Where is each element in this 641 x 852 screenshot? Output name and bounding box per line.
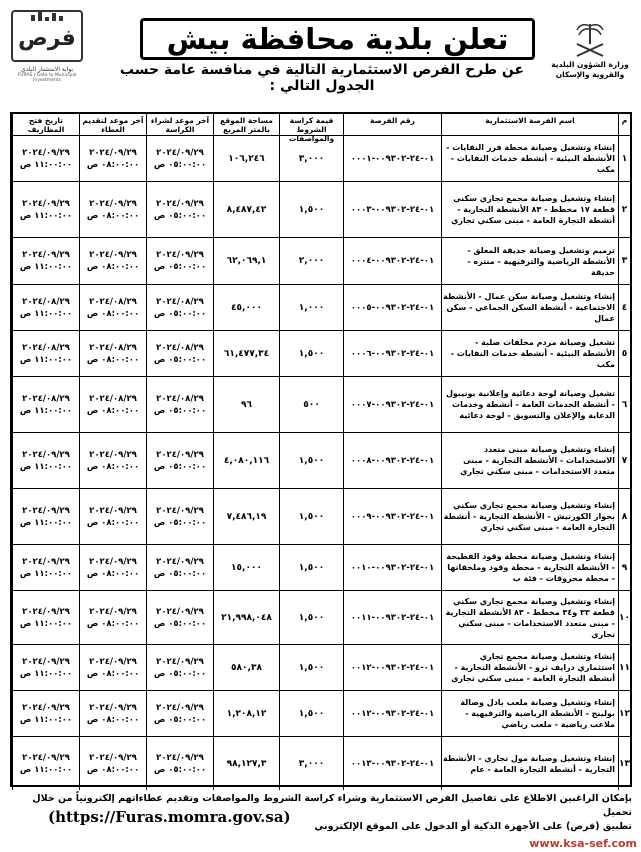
cell-open-time: ١١:٠٠:٠٠ ص [19,262,73,272]
cell-buy-datetime [146,737,213,790]
cell-sub-datetime [79,691,146,736]
cell-sub-date: ٢٠٢٤/٠٩/٢٩ [89,656,137,667]
page-title: تعلن بلدية محافظة بيش [166,22,509,56]
cell-open-date: ٢٠٢٤/٠٩/٢٩ [22,449,70,460]
cell-buy-time: ٠٥:٠٠:٠٠ ص [153,618,207,629]
header-submit-deadline: آخر موعد لتقديم العطاء [79,114,146,135]
table-row [12,377,630,433]
cell-sub-date: ٢٠٢٤/٠٩/٢٩ [89,505,137,516]
furas-logo-caption: بوابة الاستثمار البلدي [20,66,74,73]
cell-num: ٨ [618,489,630,544]
cell-ref: ٠١-٢٤-٠٠٩٣٠٢-٠٠٠٥ [343,285,441,330]
cell-name: إنشاء وتشغيل وصيانة محطة وقود الفطيحة - الأنشطة التجارية - محطة وقود وملحقاتها - محطة محروقات - فئة ب [441,545,618,590]
table-row [12,136,630,182]
cell-ref: ٠١-٢٤-٠٠٩٣٠٢-٠٠١٣ [343,737,441,790]
cell-name: إنشاء وتشغيل وصيانة مجمع تجاري سكني قطعة ١٧ مخطط - ٨٣ الأنشطة التجارية - أنشطة التجارة العامة - مبنى سكني تجاري [441,182,618,237]
cell-num: ١٢ [618,691,630,736]
cell-price: ٥٠٠ [279,377,343,432]
cell-open-time: ١١:٠٠:٠٠ ص [19,461,73,472]
title-box [140,18,535,60]
cell-open-date: ٢٠٢٤/٠٩/٢٩ [22,250,70,260]
cell-buy-datetime [146,691,213,736]
cell-num: ٩ [618,545,630,590]
cell-buy-time: ٠٥:٠٠:٠٠ ص [153,517,207,528]
cell-open-date: ٢٠٢٤/٠٨/٢٩ [22,342,70,353]
cell-buy-time: ٠٥:٠٠:٠٠ ص [153,262,207,272]
cell-buy-date: ٢٠٢٤/٠٨/٢٩ [156,393,204,404]
cell-buy-time: ٠٥:٠٠:٠٠ ص [153,668,207,679]
cell-price: ١,٥٠٠ [279,645,343,690]
cell-sub-time: ٠٨:٠٠:٠٠ ص [86,618,140,629]
header-ref: رقم الفرصة [343,114,441,135]
cell-ref: ٠١-٢٤-٠٠٩٣٠٢-٠٠١٠ [343,545,441,590]
cell-open-time: ١١:٠٠:٠٠ ص [19,714,73,725]
cell-buy-time: ٠٥:٠٠:٠٠ ص [153,568,207,579]
cell-area: ١,٢٠٨,١٢ [213,691,279,736]
cell-num: ٥ [618,331,630,376]
cell-num: ١ [618,136,630,181]
cell-sub-datetime [79,136,146,181]
cell-ref: ٠١-٢٤-٠٠٩٣٠٢-٠٠١١ [343,591,441,644]
cell-price: ١,٥٠٠ [279,691,343,736]
cell-buy-date: ٢٠٢٤/٠٩/٢٩ [156,147,204,158]
cell-buy-datetime [146,285,213,330]
cell-open-date: ٢٠٢٤/٠٩/٢٩ [22,656,70,667]
cell-name: إنشاء وتشغيل وصيانة مجمع تجاري سكني قطعة ٣٣ و٣٤ مخطط - ٨٣ الأنشطة التجارية - مبنى متعدد الاستخدامات - مبنى سكني تجاري [441,591,618,644]
cell-name: تشغيل وصيانة مردم مخلفات صلبة - الأنشطة البيئية - أنشطة خدمات النفايات - مكب [441,331,618,376]
cell-price: ١,٥٠٠ [279,182,343,237]
opportunities-table [10,112,632,787]
cell-buy-date: ٢٠٢٤/٠٩/٢٩ [156,198,204,209]
cell-sub-datetime [79,645,146,690]
table-row [12,285,630,331]
cell-name: تشغيل وصيانة لوحة دعائية وإعلانية يونيبول - أنشطة الخدمات العامة - أنشطة وخدمات الدعاية والإعلان والتسويق - لوحة دعائية [441,377,618,432]
cell-buy-date: ٢٠٢٤/٠٩/٢٩ [156,250,204,260]
table-row [12,545,630,591]
cell-buy-date: ٢٠٢٤/٠٩/٢٩ [156,752,204,763]
cell-area: ٩٦ [213,377,279,432]
cell-buy-time: ٠٥:٠٠:٠٠ ص [153,461,207,472]
cell-buy-date: ٢٠٢٤/٠٩/٢٩ [156,556,204,567]
cell-area: ٥٨٠,٣٨ [213,645,279,690]
cell-open-date: ٢٠٢٤/٠٩/٢٩ [22,702,70,713]
cell-open-date: ٢٠٢٤/٠٩/٢٩ [22,198,70,209]
cell-num: ١٣ [618,737,630,790]
cell-ref: ٠١-٢٤-٠٠٩٣٠٢-٠٠١٢ [343,691,441,736]
cell-sub-time: ٠٨:٠٠:٠٠ ص [86,668,140,679]
cell-name: إنشاء وتشغيل وصيانة مجمع تجاري استثماري درايف ثرو - الأنشطة التجارية - أنشطة التجارة العامة - مبنى سكني تجاري [441,645,618,690]
cell-buy-time: ٠٥:٠٠:٠٠ ص [153,405,207,416]
cell-open-datetime [12,377,79,432]
header-buy-deadline: آخر موعد لشراء الكراسة [146,114,213,135]
cell-buy-date: ٢٠٢٤/٠٨/٢٩ [156,296,204,307]
cell-buy-datetime [146,591,213,644]
cell-open-time: ١١:٠٠:٠٠ ص [19,159,73,170]
cell-sub-date: ٢٠٢٤/٠٨/٢٩ [89,296,137,307]
cell-num: ٢ [618,182,630,237]
cell-buy-date: ٢٠٢٤/٠٩/٢٩ [156,606,204,617]
cell-ref: ٠١-٢٤-٠٠٩٣٠٢-٠٠١٢ [343,645,441,690]
cell-open-datetime [12,238,79,284]
cell-num: ١١ [618,645,630,690]
cell-buy-datetime [146,238,213,284]
cell-sub-datetime [79,377,146,432]
cell-sub-datetime [79,433,146,488]
cell-open-datetime [12,691,79,736]
cell-buy-time: ٠٥:٠٠:٠٠ ص [153,764,207,775]
cell-area: ٩٨,١٢٧,٣ [213,737,279,790]
cell-open-datetime [12,182,79,237]
cell-price: ١,٥٠٠ [279,545,343,590]
cell-price: ١,٥٠٠ [279,591,343,644]
cell-buy-datetime [146,136,213,181]
cell-open-time: ١١:٠٠:٠٠ ص [19,308,73,319]
cell-sub-time: ٠٨:٠٠:٠٠ ص [86,354,140,365]
cell-area: ٧,٤٨٦,١٩ [213,489,279,544]
cell-open-time: ١١:٠٠:٠٠ ص [19,354,73,365]
cell-open-datetime [12,331,79,376]
ad-header [0,0,641,100]
cell-name: إنشاء وتشغيل وصيانة ملعب بادل وصالة بولينج - الأنشطة الرياضية والترفيهية - ملاعب رياضية - ملعب رياضي [441,691,618,736]
cell-sub-date: ٢٠٢٤/٠٩/٢٩ [89,752,137,763]
cell-price: ١,٥٠٠ [279,489,343,544]
cell-sub-date: ٢٠٢٤/٠٩/٢٩ [89,250,137,260]
cell-open-date: ٢٠٢٤/٠٩/٢٩ [22,505,70,516]
cell-name: إنشاء وتشغيل وصيانة محطة فرز النفايات - الأنشطة البيئية - أنشطة خدمات النفايات - مكب [441,136,618,181]
cell-price: ١,٥٠٠ [279,331,343,376]
furas-logo-word: فرص [18,26,76,51]
table-row [12,691,630,737]
cell-buy-date: ٢٠٢٤/٠٩/٢٩ [156,702,204,713]
ministry-logo [543,20,637,90]
cell-sub-time: ٠٨:٠٠:٠٠ ص [86,210,140,221]
cell-ref: ٠١-٢٤-٠٠٩٣٠٢-٠٠٠٦ [343,331,441,376]
cell-sub-datetime [79,591,146,644]
furas-logo-mark [11,10,83,62]
cell-buy-datetime [146,489,213,544]
header-num: م [618,114,630,135]
cell-sub-date: ٢٠٢٤/٠٩/٢٩ [89,702,137,713]
cell-price: ٢,٠٠٠ [279,238,343,284]
table-row [12,737,630,790]
cell-buy-date: ٢٠٢٤/٠٩/٢٩ [156,449,204,460]
table-header-row [12,114,630,143]
cell-name: إنشاء وتشغيل وصيانة سكن عمال - الأنشطة الاجتماعية - أنشطة السكن الجماعي - سكن عمال [441,285,618,330]
furas-logo-caption-en: FURAS | Gate to Municipal Investments [17,73,77,83]
furas-logo [6,10,88,94]
cell-open-date: ٢٠٢٤/٠٩/٢٩ [22,606,70,617]
cell-sub-time: ٠٨:٠٠:٠٠ ص [86,461,140,472]
cell-ref: ٠١-٢٤-٠٠٩٣٠٢-٠٠٠٤ [343,238,441,284]
footer-line2: تطبيق (فرص) على الأجهزة الذكية أو الدخول على الموقع الإلكتروني [314,821,632,832]
cell-sub-date: ٢٠٢٤/٠٨/٢٩ [89,393,137,404]
cell-buy-time: ٠٥:٠٠:٠٠ ص [153,354,207,365]
cell-buy-datetime [146,331,213,376]
cell-open-date: ٢٠٢٤/٠٩/٢٩ [22,752,70,763]
table-row [12,238,630,285]
cell-open-datetime [12,489,79,544]
cell-area: ٨,٤٨٧,٤٢ [213,182,279,237]
cell-sub-datetime [79,545,146,590]
cell-open-datetime [12,645,79,690]
cell-area: ٦٢,٠٦٩,١ [213,238,279,284]
cell-sub-time: ٠٨:٠٠:٠٠ ص [86,568,140,579]
cell-open-time: ١١:٠٠:٠٠ ص [19,568,73,579]
cell-sub-date: ٢٠٢٤/٠٩/٢٩ [89,606,137,617]
cell-buy-time: ٠٥:٠٠:٠٠ ص [153,210,207,221]
cell-open-datetime [12,433,79,488]
cell-num: ٤ [618,285,630,330]
cell-num: ٧ [618,433,630,488]
cell-area: ١٥,٠٠٠ [213,545,279,590]
cell-open-time: ١١:٠٠:٠٠ ص [19,517,73,528]
cell-open-date: ٢٠٢٤/٠٩/٢٩ [22,147,70,158]
cell-sub-time: ٠٨:٠٠:٠٠ ص [86,714,140,725]
cell-open-time: ١١:٠٠:٠٠ ص [19,210,73,221]
cell-open-date: ٢٠٢٤/٠٨/٢٩ [22,393,70,404]
ministry-name-line2: والقروية والإسكان [555,70,625,79]
cell-area: ٤,٠٨٠,١١٦ [213,433,279,488]
cell-buy-datetime [146,545,213,590]
cell-open-time: ١١:٠٠:٠٠ ص [19,668,73,679]
furas-url-link[interactable]: (https://Furas.momra.gov.sa) [48,808,291,826]
table-row [12,489,630,545]
cell-buy-date: ٢٠٢٤/٠٨/٢٩ [156,342,204,353]
watermark: www.ksa-sef.com [529,837,637,850]
footer-line1: بإمكان الراغبين الاطلاع على تفاصيل الفرص الاستثمارية وشراء كراسة الشروط والمواصفات وتقديم عطاءاتهم إلكترونياً من خلال تحميل [32,793,632,818]
cell-buy-datetime [146,645,213,690]
cell-open-datetime [12,591,79,644]
table-row [12,645,630,691]
footer-note [10,792,632,834]
cell-area: ٦١,٤٧٧,٣٤ [213,331,279,376]
cell-buy-date: ٢٠٢٤/٠٩/٢٩ [156,656,204,667]
header-price: قيمة كراسة الشروط والمواصفات [279,114,343,135]
cell-area: ٢١,٩٩٨,٠٤٨ [213,591,279,644]
cell-buy-time: ٠٥:٠٠:٠٠ ص [153,714,207,725]
cell-sub-date: ٢٠٢٤/٠٩/٢٩ [89,147,137,158]
skyline-icon [23,2,73,12]
cell-name: إنشاء وتشغيل وصيانة مجمع تجاري سكني بجوار الكورنيش - الأنشطة التجارية - أنشطة التجارة العامة - مبنى سكني تجاري [441,489,618,544]
cell-open-time: ١١:٠٠:٠٠ ص [19,618,73,629]
cell-sub-datetime [79,238,146,284]
header-name: اسم الفرصة الاستثمارية [441,114,618,135]
table-row [12,433,630,489]
cell-area: ١٠٦,٢٤٦ [213,136,279,181]
cell-sub-time: ٠٨:٠٠:٠٠ ص [86,764,140,775]
header-area: مساحة الموقع بالمتر المربع [213,114,279,135]
cell-price: ١,٠٠٠ [279,285,343,330]
cell-sub-datetime [79,182,146,237]
cell-ref: ٠١-٢٤-٠٠٩٣٠٢-٠٠٠٧ [343,377,441,432]
cell-buy-datetime [146,433,213,488]
cell-name: إنشاء وتشغيل وصيانة مبنى متعدد الاستخدامات - الأنشطة التجارية - مبنى متعدد الاستخدامات - مبنى سكني تجاري [441,433,618,488]
cell-open-time: ١١:٠٠:٠٠ ص [19,764,73,775]
cell-open-datetime [12,136,79,181]
cell-sub-time: ٠٨:٠٠:٠٠ ص [86,308,140,319]
cell-sub-date: ٢٠٢٤/٠٨/٢٩ [89,342,137,353]
cell-ref: ٠١-٢٤-٠٠٩٣٠٢-٠٠٠١ [343,136,441,181]
cell-area: ٤٥,٠٠٠ [213,285,279,330]
cell-name: إنشاء وتشغيل وصيانة مول تجاري - الأنشطة التجارية - أنشطة التجارة العامة - عام [441,737,618,790]
ministry-name-line1: وزارة الشؤون البلدية [551,60,629,69]
cell-open-datetime [12,737,79,790]
cell-ref: ٠١-٢٤-٠٠٩٣٠٢-٠٠٠٩ [343,489,441,544]
cell-buy-datetime [146,377,213,432]
cell-buy-time: ٠٥:٠٠:٠٠ ص [153,159,207,170]
cell-sub-date: ٢٠٢٤/٠٩/٢٩ [89,198,137,209]
cell-sub-datetime [79,331,146,376]
cell-sub-datetime [79,737,146,790]
cell-open-time: ١١:٠٠:٠٠ ص [19,405,73,416]
cell-sub-date: ٢٠٢٤/٠٩/٢٩ [89,556,137,567]
cell-sub-time: ٠٨:٠٠:٠٠ ص [86,262,140,272]
cell-open-datetime [12,285,79,330]
cell-open-datetime [12,545,79,590]
header-open-date: تاريخ فتح المظاريف [12,114,79,135]
table-row [12,591,630,645]
cell-sub-datetime [79,489,146,544]
cell-open-date: ٢٠٢٤/٠٨/٢٩ [22,296,70,307]
palm-swords-icon [569,20,611,60]
cell-price: ٣,٠٠٠ [279,737,343,790]
table-row [12,331,630,377]
cell-buy-datetime [146,182,213,237]
page-subtitle: عن طرح الفرص الاستثمارية التالية في منافسة عامة حسب الجدول التالي : [119,62,525,94]
cell-sub-time: ٠٨:٠٠:٠٠ ص [86,159,140,170]
cell-open-date: ٢٠٢٤/٠٩/٢٩ [22,556,70,567]
cell-sub-time: ٠٨:٠٠:٠٠ ص [86,517,140,528]
cell-buy-time: ٠٥:٠٠:٠٠ ص [153,308,207,319]
cell-num: ٦ [618,377,630,432]
cell-sub-date: ٢٠٢٤/٠٩/٢٩ [89,449,137,460]
cell-ref: ٠١-٢٤-٠٠٩٣٠٢-٠٠٠٣ [343,182,441,237]
cell-num: ٣ [618,238,630,284]
cell-price: ٣,٠٠٠ [279,136,343,181]
cell-price: ١,٥٠٠ [279,433,343,488]
cell-buy-date: ٢٠٢٤/٠٩/٢٩ [156,505,204,516]
table-row [12,182,630,238]
cell-sub-time: ٠٨:٠٠:٠٠ ص [86,405,140,416]
cell-ref: ٠١-٢٤-٠٠٩٣٠٢-٠٠٠٨ [343,433,441,488]
cell-name: ترميم وتشغيل وصيانة حديقة المعلق - الأنشطة الرياضية والترفيهية - منتزه - حديقة [441,238,618,284]
cell-num: ١٠ [618,591,630,644]
cell-sub-datetime [79,285,146,330]
